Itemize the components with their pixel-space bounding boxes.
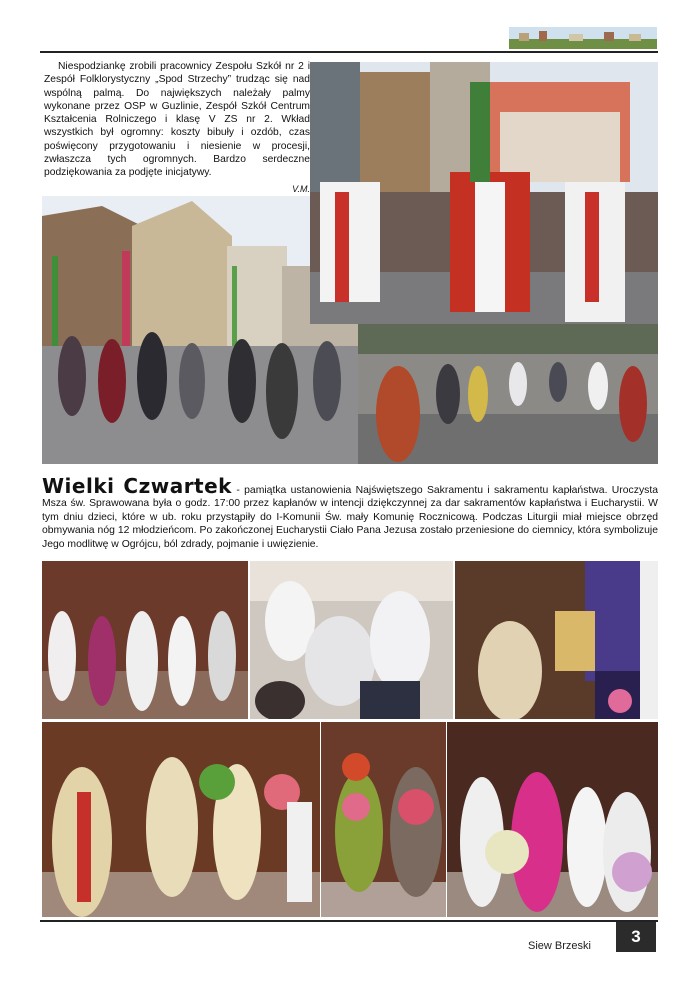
section-title: Wielki Czwartek [42,474,232,498]
church-altar-boys-photo [42,561,248,719]
page-number: 3 [616,922,656,952]
bottom-rule [40,920,658,922]
header-town-thumbnail [509,27,657,49]
author-signature: V.M. [292,184,310,194]
publication-name: Siew Brzeski [528,940,591,952]
dark-chapel-photo [455,561,658,719]
flower-bearers-photo [321,722,446,917]
section-body: - pamiątka ustanowienia Najświętszego Sakramentu i sakramentu kapłaństwa. Uroczysta Msza św. Sprawowana była o godz. 17:00 przez kapłanów w intencji dziękczynnej za dar sakramentów kapłaństwa i Eucharystii. W tym dniu dzieci, które w ub. roku przystąpiły do I-Komunii Św. mały Komunię Rocznicową. Podczas Liturgii miał miejsce obrzęd obmywania nóg 12 młodzieńcom. Po zakończonej Eucharystii Ciało Pana Jezusa zostało przeniesione do ciemnicy, która symbolizuje Jego modlitwę w Ogrójcu, ból zdrady, pojmanie i uwięzienie. [42,485,658,550]
priests-procession-photo [310,62,658,324]
procession-crowd-photo [358,324,658,464]
priests-altar-photo [42,722,320,917]
top-rule [40,51,658,53]
washing-of-feet-photo [250,561,453,719]
first-communion-girls-photo [447,722,658,917]
intro-paragraph: Niespodziankę zrobili pracownicy Zespołu Szkół nr 2 i Zespół Folklorystyczny „Spod Strzechy” trudząc się nad wspólną palmą. Do największych należały palmy wykonane przez OSP w Guzlinie, Zespół Szkół Centrum Kształcenia Rolniczego i klasę V ZS nr 2. Wkład wszystkich był ogromny: koszty bibuły i ozdób, czas poświęcony przygotowaniu i niesienie w procesji, zwłaszcza tych ogromnych. Bardzo serdeczne podziękowania za podjęte inicjatywy. [44,61,310,179]
section-text [42,474,658,551]
